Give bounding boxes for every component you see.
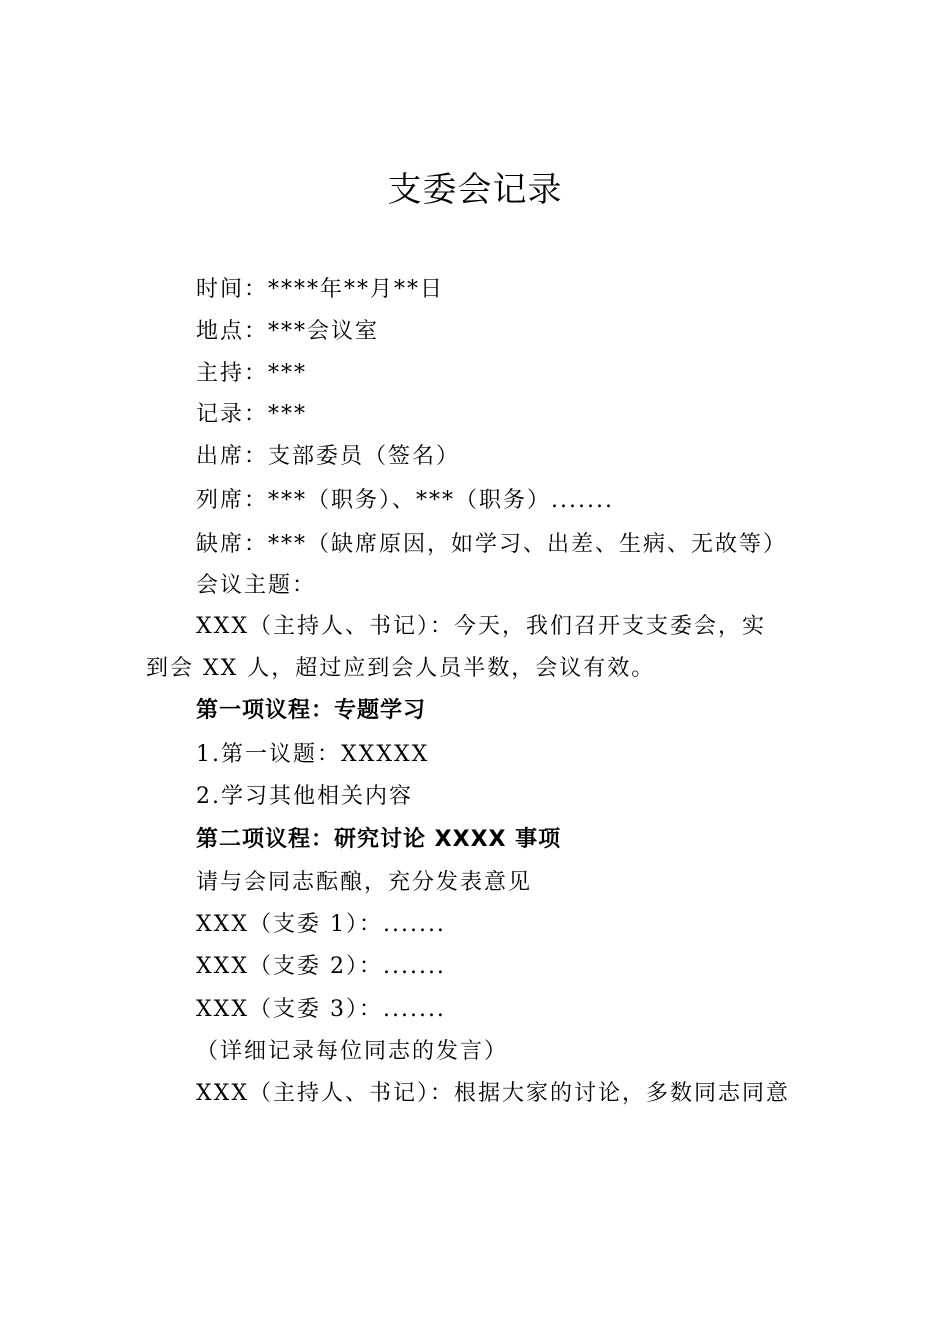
meeting-absentees: 缺席：***（缺席原因，如学习、出差、生病、无故等） <box>196 532 788 557</box>
closing-remarks: XXX（主持人、书记）：根据大家的讨论，多数同志同意 <box>196 1081 790 1106</box>
committee-member-1-remark: XXX（支委 1）：....... <box>196 912 446 937</box>
meeting-observers: 列席：***（职务）、***（职务）....... <box>196 488 614 513</box>
opening-remarks-continued: 到会 XX 人，超过应到会人员半数，会议有效。 <box>146 656 656 681</box>
committee-member-3-remark: XXX（支委 3）：....... <box>196 997 446 1022</box>
discussion-prompt: 请与会同志酝酿，充分发表意见 <box>196 870 533 895</box>
opening-remarks: XXX（主持人、书记）：今天，我们召开支支委会，实 <box>196 614 766 639</box>
agenda-item-1-point-1: 1.第一议题：XXXXX <box>196 742 430 767</box>
meeting-recorder: 记录：*** <box>196 402 308 427</box>
meeting-location: 地点：***会议室 <box>196 319 380 344</box>
agenda-item-1-heading: 第一项议程：专题学习 <box>196 698 427 723</box>
meeting-host: 主持：*** <box>196 361 308 386</box>
meeting-time: 时间：****年**月**日 <box>196 277 445 302</box>
document-title: 支委会记录 <box>387 170 563 210</box>
meeting-attendees: 出席：支部委员（签名） <box>196 444 461 469</box>
agenda-item-2-heading: 第二项议程：研究讨论 XXXX 事项 <box>196 827 562 852</box>
meeting-topic: 会议主题： <box>196 573 317 598</box>
recording-note: （详细记录每位同志的发言） <box>196 1039 509 1064</box>
committee-member-2-remark: XXX（支委 2）：....... <box>196 954 446 979</box>
agenda-item-1-point-2: 2.学习其他相关内容 <box>196 784 413 809</box>
